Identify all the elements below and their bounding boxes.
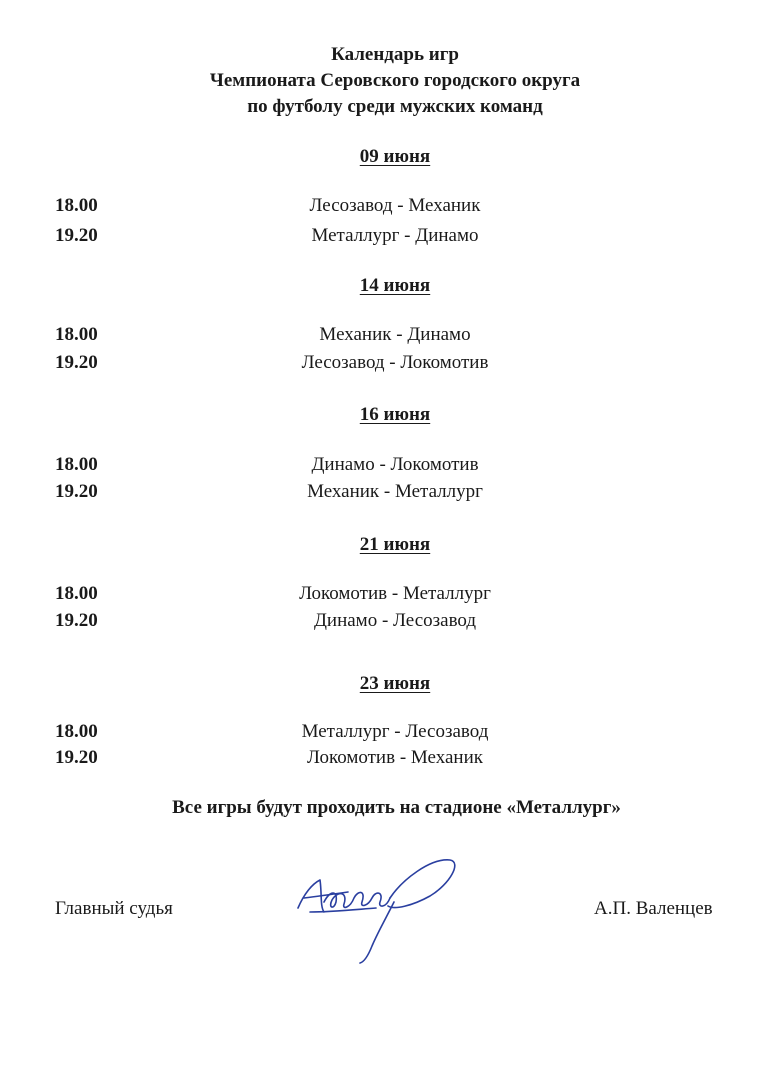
match-row: [0, 747, 763, 771]
signatory-role: Главный судья: [55, 898, 173, 919]
match-teams: Металлург - Динамо: [311, 225, 479, 246]
day-heading: 09 июня: [359, 146, 431, 167]
match-time: 19.20: [55, 747, 98, 768]
title-line-2: Чемпионата Серовского городского округа: [209, 70, 581, 91]
match-time: 19.20: [55, 610, 98, 631]
match-teams: Локомотив - Металлург: [299, 583, 491, 604]
match-row: [0, 454, 763, 478]
day-heading: 23 июня: [359, 673, 431, 694]
match-row: [0, 352, 763, 376]
match-row: [0, 583, 763, 607]
match-teams: Металлург - Лесозавод: [301, 721, 489, 742]
match-time: 18.00: [55, 324, 98, 345]
signatory-name: А.П. Валенцев: [594, 898, 713, 919]
match-teams: Механик - Металлург: [307, 481, 483, 502]
handwritten-signature: [290, 850, 465, 965]
match-time: 19.20: [55, 481, 98, 502]
match-teams: Лесозавод - Локомотив: [301, 352, 489, 373]
match-teams: Механик - Динамо: [319, 324, 471, 345]
day-heading: 16 июня: [359, 404, 431, 425]
day-heading: 14 июня: [359, 275, 431, 296]
match-time: 18.00: [55, 583, 98, 604]
title-line-1: Календарь игр: [331, 44, 459, 65]
match-teams: Лесозавод - Механик: [309, 195, 481, 216]
title-line-3: по футболу среди мужских команд: [247, 96, 543, 117]
venue-note: Все игры будут проходить на стадионе «Металлург»: [172, 797, 621, 818]
match-teams: Динамо - Лесозавод: [313, 610, 477, 631]
match-row: [0, 195, 763, 219]
match-row: [0, 324, 763, 348]
match-row: [0, 225, 763, 249]
match-row: [0, 721, 763, 745]
match-row: [0, 610, 763, 634]
match-time: 19.20: [55, 352, 98, 373]
match-time: 18.00: [55, 721, 98, 742]
day-heading: 21 июня: [359, 534, 431, 555]
match-time: 19.20: [55, 225, 98, 246]
document-title: [0, 42, 763, 120]
match-teams: Локомотив - Механик: [307, 747, 483, 768]
match-row: [0, 481, 763, 505]
match-time: 18.00: [55, 454, 98, 475]
match-time: 18.00: [55, 195, 98, 216]
match-teams: Динамо - Локомотив: [311, 454, 479, 475]
